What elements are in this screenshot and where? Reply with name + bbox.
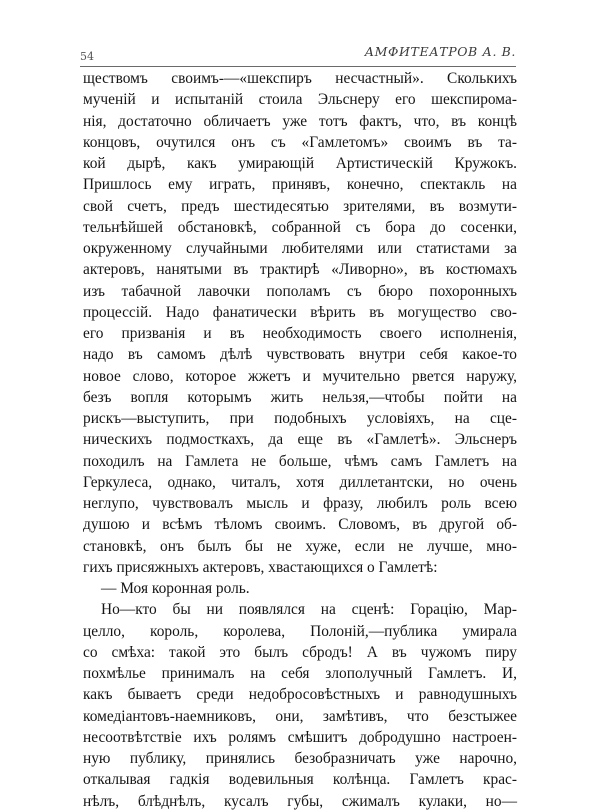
text-line: гихъ присяжныхъ актеровъ, хвастающихся о Гамлетѣ: <box>83 558 438 576</box>
text-line: свой счетъ, предъ шестидесятью зрителями, въ возмути- <box>83 197 517 215</box>
text-line: его призванія и въ необходимость своего исполненія, <box>83 325 517 342</box>
text-line: Геркулеса, однако, читалъ, хотя диллетантски, но очень <box>83 473 517 491</box>
text-line: со смѣха: такой это былъ сбродъ! А въ чужомъ пиру <box>83 643 517 661</box>
text-line: нія, достаточно обличаетъ уже тотъ фактъ, что, въ концѣ <box>83 112 517 130</box>
text-line: походилъ на Гамлета не больше, чѣмъ самъ Гамлетъ на <box>83 452 517 470</box>
page-number: 54 <box>80 50 94 63</box>
text-line: концовъ, очутился онъ съ «Гамлетомъ» своимъ въ та- <box>83 133 517 151</box>
text-line: нѣлъ, блѣднѣлъ, кусалъ губы, сжималъ кулаки, но— <box>83 792 517 810</box>
body-text <box>83 68 517 812</box>
text-line: рискъ—выступить, при подобныхъ условіяхъ, на сце- <box>83 410 517 427</box>
text-line: ническихъ подмосткахъ, да еще въ «Гамлетѣ». Эльснеръ <box>83 431 517 449</box>
text-line: ществомъ своимъ-—«шекспиръ несчастный». Сколькихъ <box>83 70 517 87</box>
text-line: актеровъ, нанятыми въ трактирѣ «Ливорно», въ костюмахъ <box>83 261 517 279</box>
text-line: мученій и испытаній стоила Эльснеру его шекспиромa- <box>83 91 517 109</box>
text-line: откалывая гадкія водевильныя колѣнца. Гамлетъ крас- <box>83 771 517 789</box>
text-line: несоотвѣтствіе ихъ ролямъ смѣшитъ добродушно настроен- <box>83 728 517 746</box>
text-line: ную публику, принялись безобразничать уже нарочно, <box>83 750 517 767</box>
text-line: новое слово, которое жжетъ и мучительно рвется наружу, <box>83 367 517 385</box>
text-line: тельнѣйшей обстановкѣ, собранной съ бора до сосенки, <box>83 218 517 236</box>
text-line: целло, король, королева, Полоній,—публика умирала <box>83 622 517 640</box>
text-line: Пришлось ему играть, принявъ, конечно, спектакль на <box>83 176 517 194</box>
text-line: кой дырѣ, какъ умирающій Артистическій Кружокъ. <box>83 155 517 172</box>
text-line: душою и всѣмъ тѣломъ своимъ. Словомъ, въ другой об- <box>83 516 517 534</box>
text-line: Но—кто бы ни появлялся на сценѣ: Горацію, Мар- <box>101 601 517 619</box>
running-head-author: АМФИТЕАТРОВ А. В. <box>364 44 516 59</box>
text-line: изъ табачной лавочки пополамъ съ бюро похоронныхъ <box>83 282 517 300</box>
text-line: какъ бываетъ среди недобросовѣстныхъ и равнодушныхъ <box>83 686 517 704</box>
header-rule <box>80 66 516 67</box>
text-line: комедіантовъ-наемниковъ, они, замѣтивъ, что безстыжее <box>83 707 517 725</box>
text-line: безъ вопля которымъ жить нельзя,—чтобы пойти на <box>83 388 517 406</box>
text-line: неглупо, чувствовалъ мысль и фразу, любилъ роль всею <box>83 495 517 512</box>
text-line: — Моя коронная роль. <box>101 580 250 597</box>
text-line: процессій. Надо фанатически вѣрить въ могущество сво- <box>83 303 517 321</box>
text-line: надо въ самомъ дѣлѣ чувствовать внутри себя какое-то <box>83 346 517 364</box>
page-header <box>80 44 516 66</box>
text-line: становкѣ, онъ былъ бы не хуже, если не лучше, мно- <box>83 537 517 555</box>
text-line: окруженному случайными любителями или статистами за <box>83 240 517 257</box>
text-line: похмѣлье принималъ на себя злополучный Гамлетъ. И, <box>83 665 517 682</box>
